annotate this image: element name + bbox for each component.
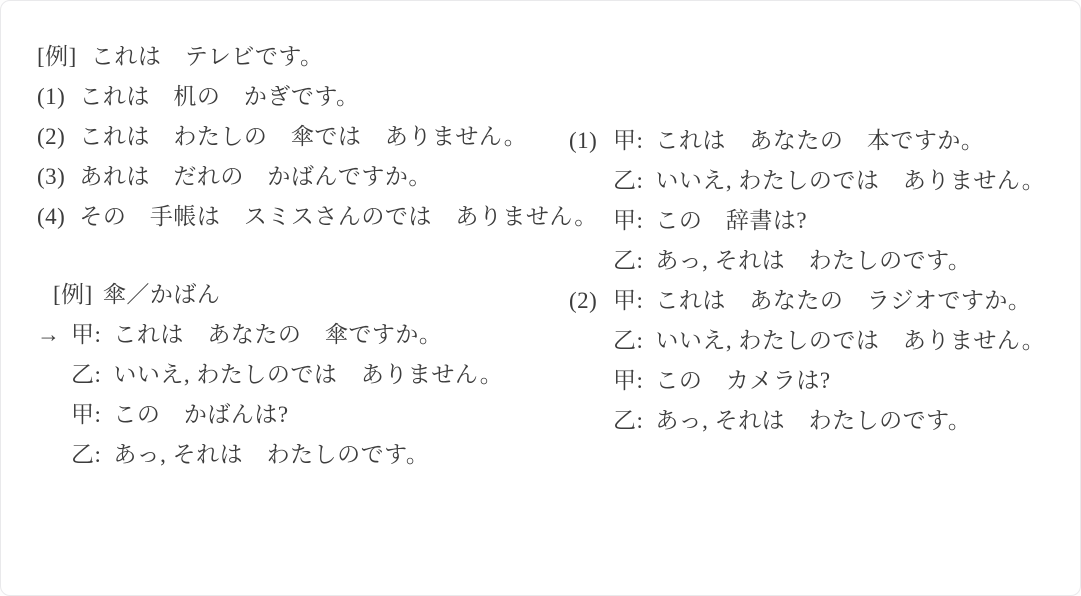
dialogue-1 xyxy=(569,121,1069,281)
sentence-text: あれは だれの かばんですか。 xyxy=(79,164,432,189)
dialogue-text: この カメラは? xyxy=(655,368,831,393)
numbered-sentence xyxy=(37,77,557,117)
speaker-label: 乙: xyxy=(71,442,102,467)
dialogue-line xyxy=(569,121,1069,161)
right-column xyxy=(569,121,1069,441)
speaker-label: 乙: xyxy=(613,328,644,353)
sentence-text: これは 机の かぎです。 xyxy=(79,84,360,109)
dialogue-line xyxy=(37,435,557,475)
sentence-text: これは わたしの 傘では ありません。 xyxy=(79,124,528,149)
item-number: (3) xyxy=(37,164,66,189)
example-marker: [例] xyxy=(53,282,93,307)
item-number: (4) xyxy=(37,204,66,229)
dialogue-text: この 辞書は? xyxy=(655,208,808,233)
dialogue-text: いいえ, わたしのでは ありません。 xyxy=(113,362,504,387)
dialogue-text: この かばんは? xyxy=(113,402,289,427)
dialogue-line xyxy=(569,281,1069,321)
arrow-icon: → xyxy=(37,322,61,347)
dialogue-line xyxy=(37,355,557,395)
speaker-label: 甲: xyxy=(613,288,644,313)
dialogue-text: あっ, それは わたしのです。 xyxy=(113,442,430,467)
example-dialogue-header xyxy=(37,275,557,315)
item-number: (1) xyxy=(569,128,598,153)
dialogue-line xyxy=(569,241,1069,281)
example-dialogue xyxy=(37,275,557,475)
example-prompt-words: 傘／かばん xyxy=(102,282,221,307)
dialogue-text: いいえ, わたしのでは ありません。 xyxy=(655,328,1046,353)
dialogue-2 xyxy=(569,281,1069,441)
item-number: (2) xyxy=(569,288,598,313)
item-number: (2) xyxy=(37,124,66,149)
left-column xyxy=(37,37,598,475)
item-number: (1) xyxy=(37,84,66,109)
dialogue-line xyxy=(569,361,1069,401)
speaker-label: 甲: xyxy=(71,402,102,427)
dialogue-text: これは あなたの 傘ですか。 xyxy=(113,322,443,347)
dialogue-line xyxy=(569,161,1069,201)
dialogue-text: あっ, それは わたしのです。 xyxy=(655,408,972,433)
dialogue-line xyxy=(569,321,1069,361)
speaker-label: 乙: xyxy=(613,248,644,273)
speaker-label: 甲: xyxy=(613,208,644,233)
numbered-sentence xyxy=(37,197,598,237)
speaker-label: 乙: xyxy=(71,362,102,387)
speaker-label: 甲: xyxy=(613,128,644,153)
dialogue-line xyxy=(569,201,1069,241)
dialogue-text: これは あなたの ラジオですか。 xyxy=(655,288,1032,313)
dialogue-line xyxy=(37,315,557,355)
dialogue-line xyxy=(37,395,557,435)
dialogue-text: これは あなたの 本ですか。 xyxy=(655,128,985,153)
dialogue-text: あっ, それは わたしのです。 xyxy=(655,248,972,273)
speaker-label: 乙: xyxy=(613,168,644,193)
example-sentence-list xyxy=(37,37,598,237)
example-sentence xyxy=(37,37,557,77)
speaker-label: 甲: xyxy=(71,322,102,347)
dialogue-text: いいえ, わたしのでは ありません。 xyxy=(655,168,1046,193)
example-marker: [例] xyxy=(37,44,77,69)
numbered-sentence xyxy=(37,157,557,197)
sentence-text: これは テレビです。 xyxy=(90,44,324,69)
sentence-text: その 手帳は スミスさんのでは ありません。 xyxy=(79,204,598,229)
speaker-label: 甲: xyxy=(613,368,644,393)
dialogue-line xyxy=(569,401,1069,441)
numbered-sentence xyxy=(37,117,557,157)
speaker-label: 乙: xyxy=(613,408,644,433)
